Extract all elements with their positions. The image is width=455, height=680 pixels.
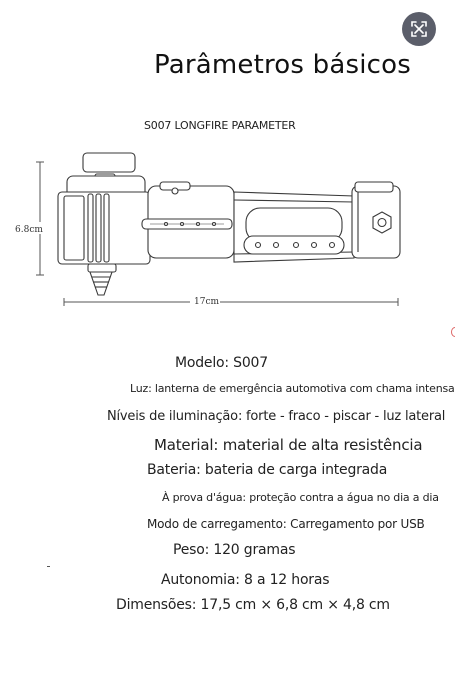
spec-weight: Peso: 120 gramas	[173, 542, 296, 558]
scan-button[interactable]	[402, 12, 436, 46]
length-dimension	[64, 294, 398, 308]
page-title: Parâmetros básicos	[154, 50, 411, 80]
flashlight-drawing	[58, 153, 400, 295]
spec-light: Luz: lanterna de emergência automotiva com chama intensa	[130, 382, 455, 395]
diagram-caption: S007 LONGFIRE PARAMETER	[144, 119, 296, 132]
height-dimension	[14, 162, 44, 275]
spec-battery: Bateria: bateria de carga integrada	[147, 462, 388, 478]
spec-charging: Modo de carregamento: Carregamento por USB	[147, 517, 425, 531]
spec-waterproof: À prova d'água: proteção contra a água no dia a dia	[162, 491, 439, 504]
spec-light-levels: Níveis de iluminação: forte - fraco - piscar - luz lateral	[107, 409, 446, 424]
height-label: 6.8cm	[15, 225, 43, 235]
length-label: 17cm	[194, 297, 220, 307]
product-diagram	[0, 140, 455, 320]
spec-material: Material: material de alta resistência	[154, 436, 423, 454]
spec-autonomy: Autonomia: 8 a 12 horas	[161, 572, 330, 588]
divider-mark	[47, 566, 50, 567]
spec-dimensions: Dimensões: 17,5 cm × 6,8 cm × 4,8 cm	[116, 597, 390, 613]
scan-icon	[402, 12, 436, 46]
edge-mark	[451, 327, 455, 337]
spec-model: Modelo: S007	[175, 355, 268, 371]
